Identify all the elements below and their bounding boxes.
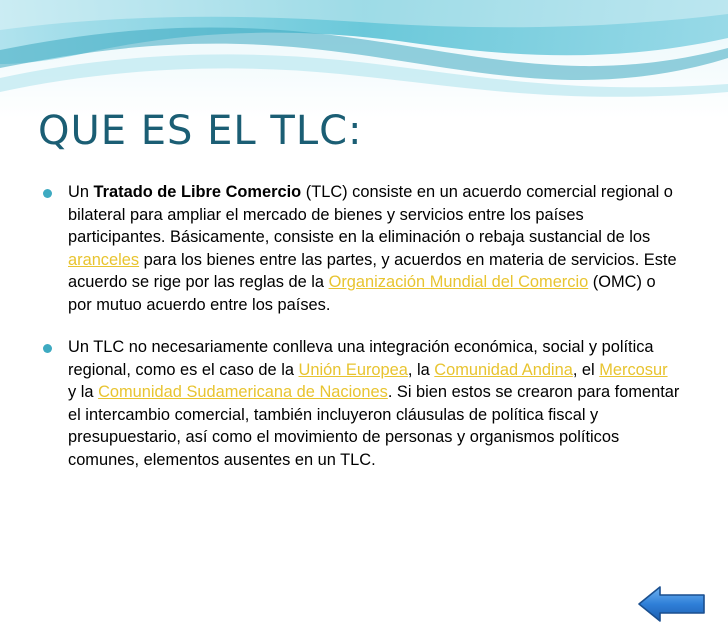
bullet-item-definition bbox=[40, 181, 680, 316]
bold-term: Tratado de Libre Comercio bbox=[93, 183, 302, 201]
bullet-text: y la bbox=[68, 383, 99, 401]
bullet-text: , el bbox=[572, 360, 600, 379]
bullet-icon bbox=[43, 344, 52, 353]
header-wave-decoration bbox=[0, 0, 728, 118]
bullet-text: , la bbox=[407, 360, 435, 379]
bullet-text: para los bienes entre las partes, y acuerdos en materia de servicios. Este acuerdo se rige por las reglas de la bbox=[68, 250, 677, 291]
bullet-text: Un bbox=[68, 183, 94, 201]
slide-title: QUE ES EL TLC: bbox=[38, 108, 363, 154]
link-union-europea[interactable]: Unión Europea bbox=[298, 360, 408, 379]
left-arrow-icon bbox=[636, 584, 708, 624]
link-comunidad-sudamericana[interactable]: Comunidad Sudamericana de Naciones bbox=[98, 383, 388, 401]
bullet-text: (TLC) consiste en un acuerdo comercial regional o bilateral para ampliar el mercado de bienes y servicios entre los países participantes. Básicamente, consiste en la eliminación o rebaja sustancial de los bbox=[68, 183, 673, 246]
bullet-text: Un TLC no necesariamente conlleva una integración económica, social y política regional, como es el caso de la bbox=[68, 338, 654, 379]
link-aranceles[interactable]: aranceles bbox=[68, 250, 140, 269]
link-comunidad-andina[interactable]: Comunidad Andina bbox=[434, 360, 573, 379]
bullet-text: (OMC) o por mutuo acuerdo entre los países. bbox=[68, 273, 656, 314]
link-omc[interactable]: Organización Mundial del Comercio bbox=[328, 273, 589, 291]
bullet-list bbox=[40, 181, 680, 471]
link-mercosur[interactable]: Mercosur bbox=[599, 360, 668, 379]
bullet-text: . Si bien estos se crearon para fomentar el intercambio comercial, también incluyeron cláusulas de política fiscal y presupuestario, así como el movimiento de personas y organismos políticos comunes, elementos ausentes en un TLC. bbox=[68, 383, 680, 469]
back-button[interactable] bbox=[636, 584, 708, 624]
bullet-icon bbox=[43, 189, 52, 198]
bullet-item-integration bbox=[40, 336, 680, 471]
